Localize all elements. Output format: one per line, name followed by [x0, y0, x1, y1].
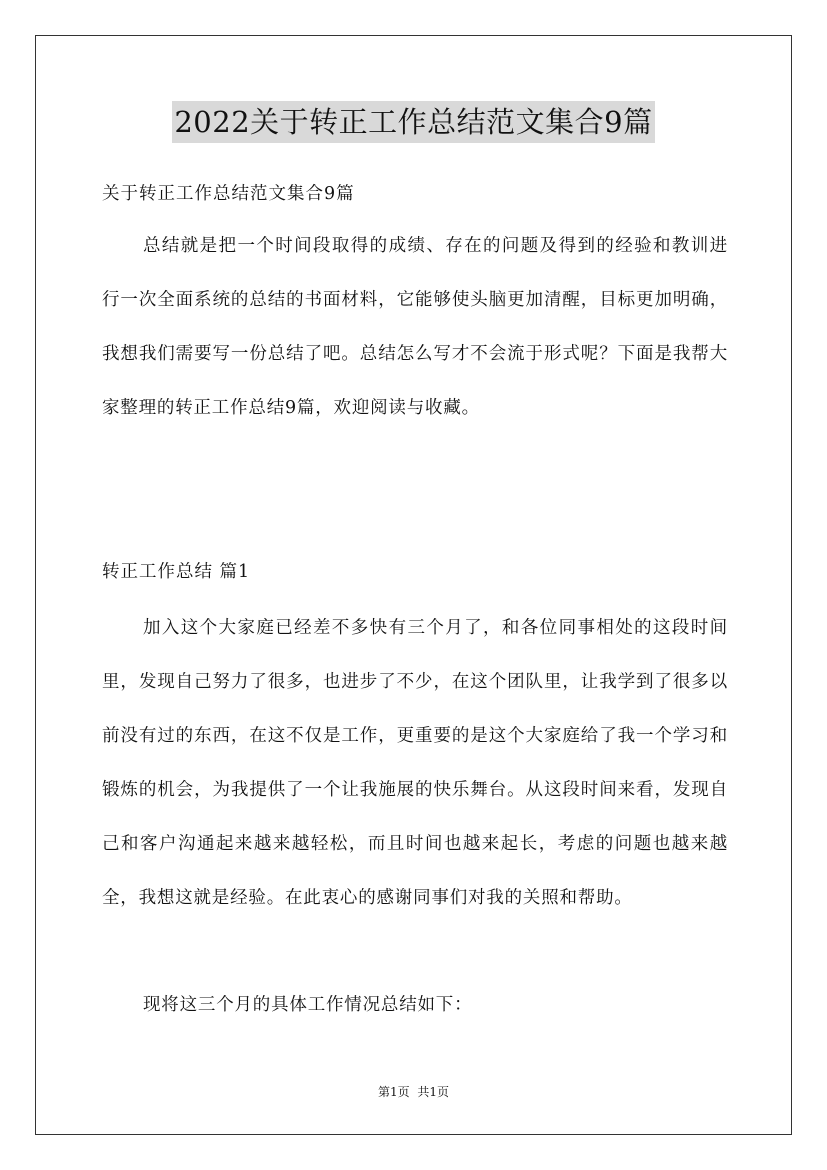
section-paragraph-1: 加入这个大家庭已经差不多快有三个月了，和各位同事相处的这段时间里，发现自己努力了很多，也进步了不少，在这个团队里，让我学到了很多以前没有过的东西，在这不仅是工作，更重要的是这个大家庭给了我一个学习和锻炼的机会，为我提供了一个让我施展的快乐舞台。从这段时间来看，发现自己和客户沟通起来越来越轻松，而且时间也越来起长，考虑的问题也越来越全，我想这就是经验。在此衷心的感谢同事们对我的关照和帮助。 — [102, 618, 728, 908]
document-title-text: 2022关于转正工作总结范文集合9篇 — [172, 101, 654, 143]
intro-paragraph: 总结就是把一个时间段取得的成绩、存在的问题及得到的经验和教训进行一次全面系统的总结的书面材料，它能够使头脑更加清醒，目标更加明确，我想我们需要写一份总结了吧。总结怎么写才不会流于形式呢？下面是我帮大家整理的转正工作总结9篇，欢迎阅读与收藏。 — [102, 236, 728, 418]
document-subtitle: 关于转正工作总结范文集合9篇 — [102, 184, 355, 204]
page-total: 共1页 — [417, 1085, 449, 1099]
page-number: 第1页 — [378, 1085, 410, 1099]
section-paragraph-2: 现将这三个月的具体工作情况总结如下： — [143, 995, 473, 1015]
page-footer — [0, 1084, 827, 1100]
document-title — [0, 101, 827, 143]
section-heading: 转正工作总结 篇1 — [102, 562, 251, 582]
